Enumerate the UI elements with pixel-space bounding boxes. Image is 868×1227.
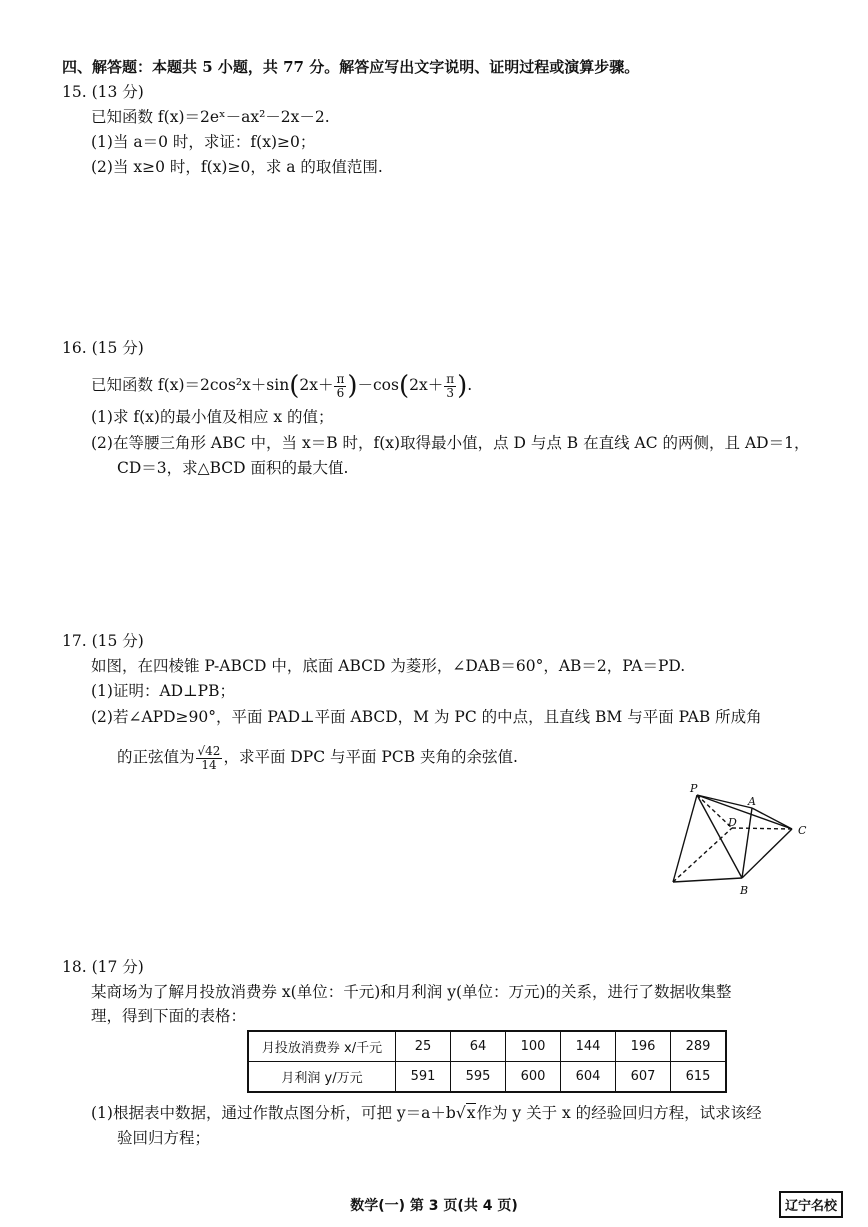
q18-part1-line1 bbox=[91, 1102, 762, 1124]
table-cell: 607 bbox=[616, 1062, 671, 1093]
q16-label: 16. (15 分) bbox=[62, 339, 144, 357]
table-cell: 100 bbox=[506, 1031, 561, 1062]
table-cell: 604 bbox=[561, 1062, 616, 1093]
table-cell: 196 bbox=[616, 1031, 671, 1062]
school-stamp: 辽宁名校 bbox=[779, 1191, 843, 1218]
table-cell: 25 bbox=[396, 1031, 451, 1062]
table-row-header: 月利润 y/万元 bbox=[248, 1062, 396, 1093]
q16-part1: (1)求 f(x)的最小值及相应 x 的值； bbox=[91, 408, 334, 426]
table-row-header: 月投放消费券 x/千元 bbox=[248, 1031, 396, 1062]
label-C: C bbox=[798, 824, 807, 837]
q16-stem-a: 已知函数 f(x)＝2cos²x＋sin bbox=[91, 376, 290, 394]
label-A: A bbox=[748, 795, 756, 808]
q16-stem-d: 2x＋ bbox=[409, 376, 444, 394]
page-footer: 数学(一) 第 3 页(共 4 页) bbox=[350, 1198, 518, 1214]
table-cell: 600 bbox=[506, 1062, 561, 1093]
sqrt-symbol: √ bbox=[455, 1104, 466, 1122]
table-cell: 595 bbox=[451, 1062, 506, 1093]
section-heading: 四、解答题：本题共 5 小题，共 77 分。解答应写出文字说明、证明过程或演算步骤。 bbox=[62, 58, 640, 76]
table-cell: 64 bbox=[451, 1031, 506, 1062]
table-cell: 615 bbox=[671, 1062, 727, 1093]
q18-stem-line1: 某商场为了解月投放消费券 x(单位：千元)和月利润 y(单位：万元)的关系，进行了数据收集整 bbox=[91, 983, 732, 1001]
q18-label: 18. (17 分) bbox=[62, 958, 144, 976]
paren-open-2: ( bbox=[398, 371, 410, 401]
table-cell: 144 bbox=[561, 1031, 616, 1062]
q16-stem-c: －cos bbox=[357, 376, 399, 394]
paren-close-1: ) bbox=[347, 371, 358, 401]
q16-part2-line1: (2)在等腰三角形 ABC 中，当 x＝B 时，f(x)取得最小值，点 D 与点 B 在直线 AC 的两侧，且 AD＝1， bbox=[91, 434, 810, 452]
table-cell: 591 bbox=[396, 1062, 451, 1093]
q17-label: 17. (15 分) bbox=[62, 632, 144, 650]
q17-part2-line2-a: 的正弦值为 bbox=[117, 748, 195, 766]
fraction-pi-6: $\frac{\pi}{6}$ bbox=[336, 371, 345, 400]
table-row bbox=[248, 1031, 726, 1062]
table-row bbox=[248, 1062, 726, 1093]
q18-part1-line1-a: (1)根据表中数据，通过作散点图分析，可把 y＝a＋b bbox=[91, 1104, 456, 1122]
label-D: D bbox=[728, 816, 737, 829]
table-cell: 289 bbox=[671, 1031, 727, 1062]
q16-stem-b: 2x＋ bbox=[299, 376, 334, 394]
q15-part2: (2)当 x≥0 时，f(x)≥0，求 a 的取值范围. bbox=[91, 158, 383, 176]
q16-stem-end: . bbox=[467, 376, 473, 394]
label-B: B bbox=[740, 884, 749, 897]
q17-part2-line2-b: ，求平面 DPC 与平面 PCB 夹角的余弦值. bbox=[223, 748, 518, 766]
q16-stem bbox=[91, 368, 472, 402]
paren-close-2: ) bbox=[457, 371, 468, 401]
q15-stem: 已知函数 f(x)＝2eˣ－ax²－2x－2. bbox=[91, 108, 330, 126]
paren-open-1: ( bbox=[289, 371, 300, 401]
q17-stem: 如图，在四棱锥 P-ABCD 中，底面 ABCD 为菱形，∠DAB＝60°，AB＝2，PA＝PD. bbox=[91, 657, 686, 675]
sqrt-radicand: x bbox=[466, 1104, 476, 1122]
q15-part1: (1)当 a＝0 时，求证：f(x)≥0； bbox=[91, 133, 316, 151]
data-table bbox=[247, 1030, 727, 1093]
q15-label: 15. (13 分) bbox=[62, 83, 144, 101]
q18-stem-line2: 理，得到下面的表格： bbox=[91, 1007, 247, 1025]
q17-part2-line2 bbox=[117, 740, 518, 774]
q18-part1-line2: 验回归方程； bbox=[117, 1129, 211, 1147]
q17-part1: (1)证明：AD⊥PB； bbox=[91, 682, 235, 700]
q16-part2-line2: CD＝3，求△BCD 面积的最大值. bbox=[117, 459, 349, 477]
fraction-pi-3: $\frac{\pi}{3}$ bbox=[446, 371, 455, 400]
q17-part2-line1: (2)若∠APD≥90°，平面 PAD⊥平面 ABCD，M 为 PC 的中点，且直线 BM 与平面 PAB 所成角 bbox=[91, 708, 762, 726]
fraction-sqrt42-14: $\frac{√42}{14}$ bbox=[197, 743, 221, 772]
pyramid-figure bbox=[660, 770, 820, 900]
q18-part1-line1-b: 作为 y 关于 x 的经验回归方程，试求该经 bbox=[476, 1104, 762, 1122]
label-P: P bbox=[690, 782, 698, 795]
